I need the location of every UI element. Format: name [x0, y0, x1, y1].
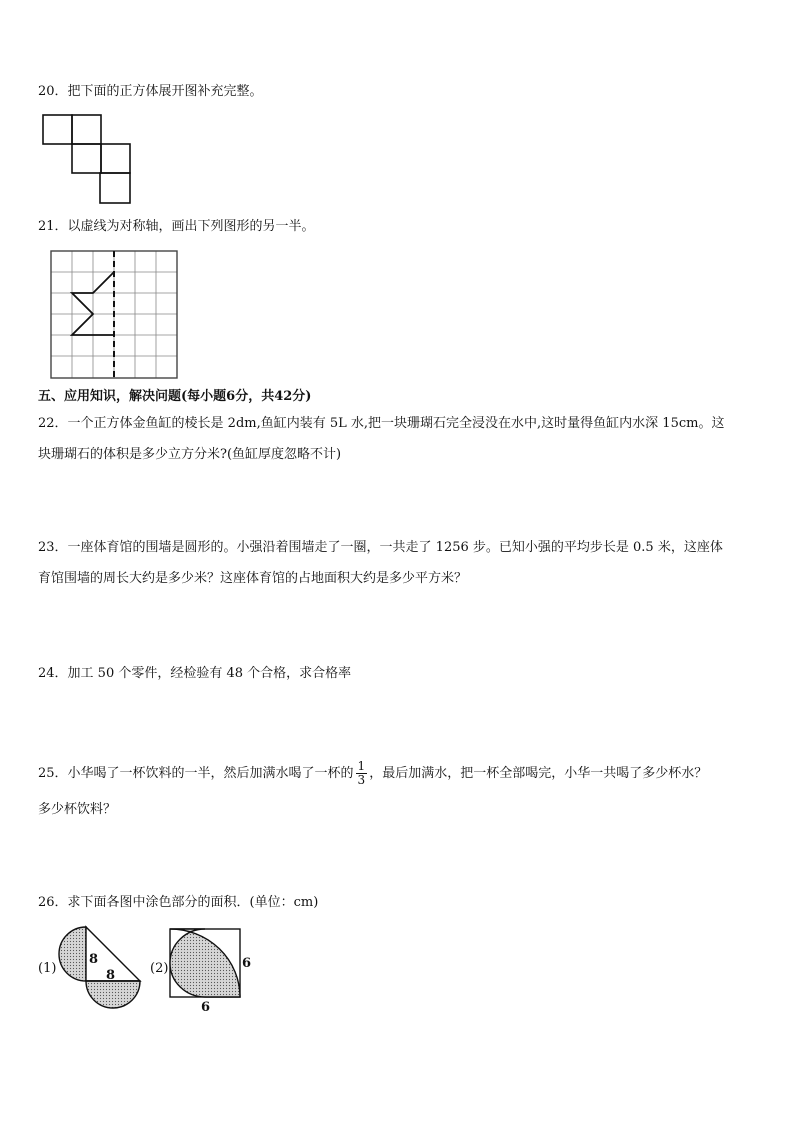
q25-part1: 25．小华喝了一杯饮料的一半，然后加满水喝了一杯的	[38, 766, 354, 781]
q25-line2: 多少杯饮料？	[38, 802, 117, 817]
q21-symmetry-grid	[50, 250, 178, 380]
fig1-dim-b: 8	[106, 968, 116, 983]
q21-text: 21．以虚线为对称轴，画出下列图形的另一半。	[38, 219, 315, 234]
q22-line1: 22．一个正方体金鱼缸的棱长是 2dm,鱼缸内装有 5L 水,把一块珊瑚石完全浸没在水中,这时量得鱼缸内水深 15cm。这	[38, 416, 725, 431]
q20-cube-net-figure	[42, 114, 132, 176]
fraction-denominator: 3	[357, 773, 366, 787]
q25-fraction	[356, 760, 368, 787]
q26-figure-2	[168, 927, 244, 999]
section5-title: 五、应用知识，解决问题(每小题6分，共42分)	[38, 389, 312, 404]
q26-text: 26．求下面各图中涂色部分的面积．(单位：cm)	[38, 895, 319, 910]
fig2-side-label: 6	[242, 956, 252, 971]
q22-line2: 块珊瑚石的体积是多少立方分米?(鱼缸厚度忽略不计)	[38, 447, 342, 462]
fig2-bottom-label: 6	[201, 1000, 211, 1015]
fig2-label: (2)	[150, 961, 169, 976]
q26-figure-1	[57, 925, 145, 1015]
q20-text: 20．把下面的正方体展开图补充完整。	[38, 84, 263, 99]
q25-part2: ，最后加满水，把一杯全部喝完，小华一共喝了多少杯水？	[369, 766, 708, 781]
q20-cube-net-bottom	[99, 172, 133, 206]
q23-line1: 23．一座体育馆的围墙是圆形的。小强沿着围墙走了一圈，一共走了 1256 步。已知小强的平均步长是 0.5 米，这座体	[38, 540, 723, 555]
q25-line1	[38, 756, 707, 792]
q23-line2: 育馆围墙的周长大约是多少米？这座体育馆的占地面积大约是多少平方米？	[38, 571, 468, 586]
fig1-dim-a: 8	[89, 952, 99, 967]
q24-text: 24．加工 50 个零件，经检验有 48 个合格，求合格率	[38, 666, 352, 681]
fig1-label: (1)	[38, 961, 57, 976]
fraction-numerator: 1	[357, 759, 366, 773]
